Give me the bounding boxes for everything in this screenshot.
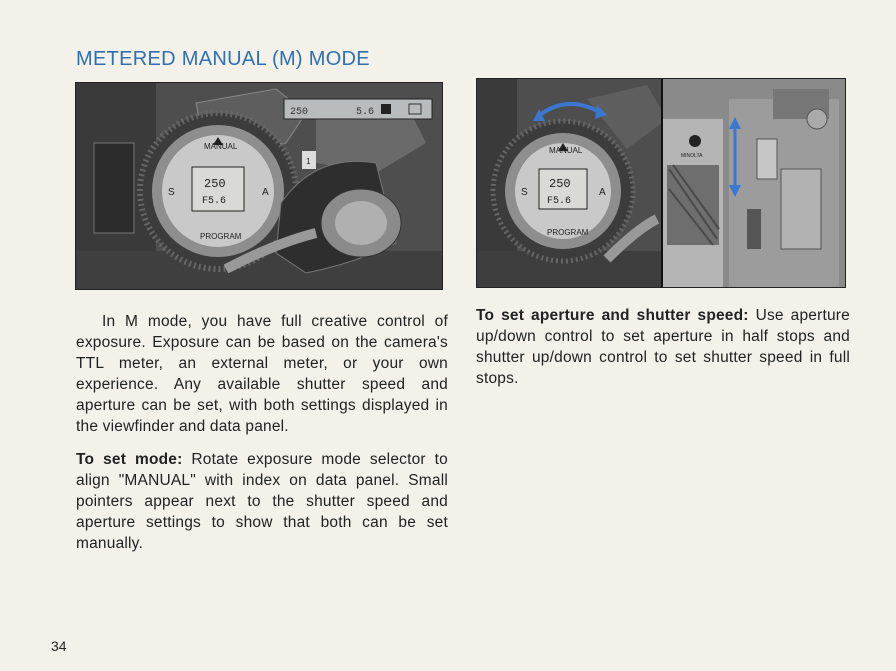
- display-aperture: F5.6: [202, 196, 227, 207]
- page-number: 34: [51, 638, 67, 654]
- right-column: [476, 305, 850, 401]
- dial-right-label: A: [599, 187, 606, 198]
- page-title: METERED MANUAL (M) MODE: [76, 48, 370, 70]
- lens-brand: MINOLTA: [681, 153, 703, 159]
- dial-top-label: MANUAL: [549, 146, 583, 155]
- panel-aperture: 5.6: [356, 107, 375, 118]
- left-column: [76, 311, 448, 566]
- index-label: 1: [306, 157, 311, 166]
- display-shutter: 250: [204, 177, 226, 191]
- camera-front-photo: [476, 78, 846, 288]
- set-mode-lead: To set mode:: [76, 451, 183, 468]
- set-aperture-lead: To set aperture and shutter speed:: [476, 307, 749, 324]
- intro-paragraph: In M mode, you have full creative control of exposure. Exposure can be based on the camera's TTL meter, an external meter, or your own experience. Any available shutter speed and aperture can be set, with both settings displayed in the viewfinder and data panel.: [76, 313, 448, 435]
- display-shutter: 250: [549, 177, 571, 191]
- camera-top-photo: [75, 82, 443, 290]
- dial-right-label: A: [262, 187, 269, 198]
- set-mode-text: Rotate exposure mode selector to align "MANUAL" with index on data panel. Small pointers appear next to the shutter speed and aperture settings to show that both can be set manually.: [76, 451, 448, 552]
- set-mode-paragraph: [76, 449, 448, 554]
- dial-left-label: S: [521, 187, 528, 198]
- dial-left-label: S: [168, 187, 175, 198]
- dial-bottom-label: PROGRAM: [547, 228, 589, 237]
- set-aperture-paragraph: [476, 305, 850, 389]
- display-aperture: F5.6: [547, 196, 572, 207]
- panel-shutter: 250: [290, 107, 309, 118]
- dial-bottom-label: PROGRAM: [200, 232, 242, 241]
- set-aperture-text: Use aperture up/down control to set aperture in half stops and shutter up/down control to set shutter speed in full stops.: [476, 307, 850, 387]
- dial-top-label: MANUAL: [204, 142, 238, 151]
